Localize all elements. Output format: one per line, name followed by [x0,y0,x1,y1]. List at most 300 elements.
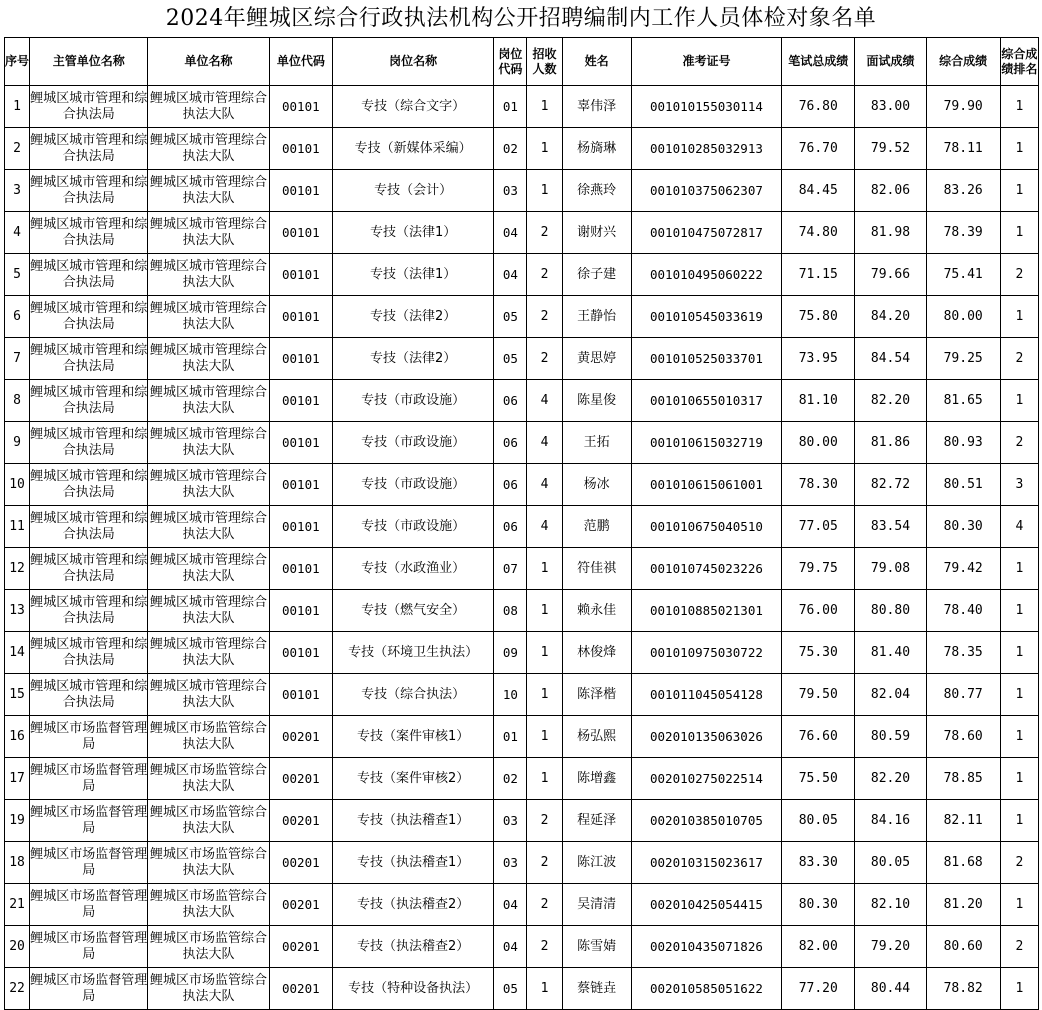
unit-cell: 鲤城区城市管理综合执法大队 [148,170,269,212]
name-cell: 陈泽楷 [562,674,631,716]
written-score-cell: 76.70 [782,128,855,170]
table-row [5,422,1039,464]
supervisor-cell: 鲤城区市场监督管理局 [30,926,148,968]
supervisor-cell: 鲤城区市场监督管理局 [30,842,148,884]
exam-id-cell: 001010745023226 [631,548,781,590]
written-score-cell: 79.50 [782,674,855,716]
header-cell: 姓名 [562,38,631,86]
seq-cell: 10 [5,464,30,506]
position-code-cell: 05 [494,968,527,1010]
interview-score-cell: 80.05 [855,842,926,884]
table-row [5,884,1039,926]
unit-code-cell: 00101 [269,422,332,464]
unit-code-cell: 00201 [269,758,332,800]
unit-code-cell: 00201 [269,716,332,758]
supervisor-cell: 鲤城区城市管理和综合执法局 [30,464,148,506]
interview-score-cell: 79.20 [855,926,926,968]
unit-cell: 鲤城区城市管理综合执法大队 [148,86,269,128]
rank-cell: 2 [1000,926,1038,968]
written-score-cell: 80.30 [782,884,855,926]
exam-id-cell: 001011045054128 [631,674,781,716]
position-code-cell: 04 [494,254,527,296]
interview-score-cell: 81.40 [855,632,926,674]
exam-id-cell: 001010655010317 [631,380,781,422]
interview-score-cell: 84.20 [855,296,926,338]
position-cell: 专技（市政设施） [332,422,493,464]
rank-cell: 1 [1000,716,1038,758]
total-score-cell: 79.42 [926,548,1000,590]
name-cell: 陈增鑫 [562,758,631,800]
written-score-cell: 76.80 [782,86,855,128]
seq-cell: 14 [5,632,30,674]
total-score-cell: 78.35 [926,632,1000,674]
interview-score-cell: 82.20 [855,380,926,422]
written-score-cell: 73.95 [782,338,855,380]
exam-id-cell: 002010425054415 [631,884,781,926]
total-score-cell: 80.93 [926,422,1000,464]
written-score-cell: 75.50 [782,758,855,800]
written-score-cell: 82.00 [782,926,855,968]
name-cell: 程延泽 [562,800,631,842]
rank-cell: 1 [1000,296,1038,338]
header-row [5,38,1039,86]
table-row [5,926,1039,968]
unit-cell: 鲤城区市场监管综合执法大队 [148,968,269,1010]
supervisor-cell: 鲤城区城市管理和综合执法局 [30,254,148,296]
position-code-cell: 06 [494,464,527,506]
written-score-cell: 71.15 [782,254,855,296]
name-cell: 徐燕玲 [562,170,631,212]
exam-id-cell: 001010495060222 [631,254,781,296]
supervisor-cell: 鲤城区城市管理和综合执法局 [30,506,148,548]
position-code-cell: 09 [494,632,527,674]
header-cell: 序号 [5,38,30,86]
name-cell: 谢财兴 [562,212,631,254]
rank-cell: 2 [1000,254,1038,296]
position-cell: 专技（法律1） [332,254,493,296]
rank-cell: 2 [1000,422,1038,464]
position-cell: 专技（法律2） [332,338,493,380]
unit-code-cell: 00101 [269,548,332,590]
written-score-cell: 75.30 [782,632,855,674]
interview-score-cell: 83.00 [855,86,926,128]
position-code-cell: 03 [494,170,527,212]
table-row [5,128,1039,170]
table-row [5,842,1039,884]
seq-cell: 15 [5,674,30,716]
rank-cell: 1 [1000,380,1038,422]
rank-cell: 1 [1000,758,1038,800]
quota-cell: 4 [527,380,562,422]
quota-cell: 2 [527,338,562,380]
rank-cell: 1 [1000,170,1038,212]
position-cell: 专技（环境卫生执法） [332,632,493,674]
interview-score-cell: 82.72 [855,464,926,506]
unit-cell: 鲤城区城市管理综合执法大队 [148,632,269,674]
header-cell: 单位代码 [269,38,332,86]
page-title: 2024年鲤城区综合行政执法机构公开招聘编制内工作人员体检对象名单 [165,6,877,31]
written-score-cell: 78.30 [782,464,855,506]
unit-cell: 鲤城区城市管理综合执法大队 [148,128,269,170]
name-cell: 王静怡 [562,296,631,338]
name-cell: 杨旖琳 [562,128,631,170]
header-cell: 综合成绩 [926,38,1000,86]
unit-code-cell: 00101 [269,506,332,548]
total-score-cell: 80.60 [926,926,1000,968]
position-code-cell: 01 [494,716,527,758]
position-cell: 专技（案件审核1） [332,716,493,758]
total-score-cell: 80.30 [926,506,1000,548]
table-row [5,86,1039,128]
header-cell: 主管单位名称 [30,38,148,86]
exam-id-cell: 001010885021301 [631,590,781,632]
seq-cell: 11 [5,506,30,548]
quota-cell: 2 [527,212,562,254]
position-code-cell: 04 [494,212,527,254]
table-row [5,296,1039,338]
total-score-cell: 80.51 [926,464,1000,506]
exam-id-cell: 001010375062307 [631,170,781,212]
quota-cell: 1 [527,758,562,800]
unit-cell: 鲤城区城市管理综合执法大队 [148,380,269,422]
total-score-cell: 80.00 [926,296,1000,338]
written-score-cell: 76.00 [782,590,855,632]
unit-code-cell: 00101 [269,170,332,212]
unit-code-cell: 00201 [269,926,332,968]
exam-id-cell: 001010615032719 [631,422,781,464]
supervisor-cell: 鲤城区城市管理和综合执法局 [30,128,148,170]
quota-cell: 2 [527,884,562,926]
position-cell: 专技（法律1） [332,212,493,254]
interview-score-cell: 81.86 [855,422,926,464]
position-cell: 专技（会计） [332,170,493,212]
seq-cell: 17 [5,758,30,800]
unit-code-cell: 00101 [269,674,332,716]
exam-id-cell: 001010675040510 [631,506,781,548]
seq-cell: 9 [5,422,30,464]
interview-score-cell: 84.16 [855,800,926,842]
rank-cell: 1 [1000,548,1038,590]
supervisor-cell: 鲤城区城市管理和综合执法局 [30,170,148,212]
unit-cell: 鲤城区城市管理综合执法大队 [148,254,269,296]
unit-cell: 鲤城区城市管理综合执法大队 [148,674,269,716]
seq-cell: 21 [5,884,30,926]
position-cell: 专技（市政设施） [332,380,493,422]
unit-cell: 鲤城区市场监管综合执法大队 [148,884,269,926]
total-score-cell: 75.41 [926,254,1000,296]
total-score-cell: 81.20 [926,884,1000,926]
interview-score-cell: 82.06 [855,170,926,212]
rank-cell: 4 [1000,506,1038,548]
name-cell: 陈江波 [562,842,631,884]
unit-code-cell: 00201 [269,884,332,926]
position-code-cell: 03 [494,842,527,884]
written-score-cell: 74.80 [782,212,855,254]
name-cell: 赖永佳 [562,590,631,632]
total-score-cell: 83.26 [926,170,1000,212]
position-cell: 专技（新媒体采编） [332,128,493,170]
interview-score-cell: 80.59 [855,716,926,758]
supervisor-cell: 鲤城区城市管理和综合执法局 [30,590,148,632]
position-code-cell: 05 [494,338,527,380]
table-row [5,968,1039,1010]
total-score-cell: 78.85 [926,758,1000,800]
position-code-cell: 02 [494,758,527,800]
rank-cell: 1 [1000,212,1038,254]
table-row [5,674,1039,716]
unit-code-cell: 00101 [269,128,332,170]
name-cell: 王拓 [562,422,631,464]
unit-cell: 鲤城区市场监管综合执法大队 [148,926,269,968]
unit-cell: 鲤城区市场监管综合执法大队 [148,758,269,800]
position-code-cell: 04 [494,884,527,926]
written-score-cell: 77.05 [782,506,855,548]
supervisor-cell: 鲤城区市场监督管理局 [30,716,148,758]
table-row [5,212,1039,254]
seq-cell: 12 [5,548,30,590]
interview-score-cell: 80.44 [855,968,926,1010]
position-cell: 专技（执法稽查1） [332,800,493,842]
supervisor-cell: 鲤城区城市管理和综合执法局 [30,674,148,716]
seq-cell: 3 [5,170,30,212]
total-score-cell: 78.39 [926,212,1000,254]
quota-cell: 2 [527,842,562,884]
exam-id-cell: 001010155030114 [631,86,781,128]
name-cell: 林俊烽 [562,632,631,674]
position-cell: 专技（案件审核2） [332,758,493,800]
supervisor-cell: 鲤城区市场监督管理局 [30,800,148,842]
written-score-cell: 83.30 [782,842,855,884]
name-cell: 黄思婷 [562,338,631,380]
exam-id-cell: 002010315023617 [631,842,781,884]
unit-cell: 鲤城区市场监管综合执法大队 [148,716,269,758]
table-row [5,170,1039,212]
supervisor-cell: 鲤城区市场监督管理局 [30,758,148,800]
interview-score-cell: 84.54 [855,338,926,380]
seq-cell: 20 [5,926,30,968]
written-score-cell: 84.45 [782,170,855,212]
written-score-cell: 77.20 [782,968,855,1010]
total-score-cell: 78.82 [926,968,1000,1010]
header-cell: 岗位代码 [494,38,527,86]
position-cell: 专技（法律2） [332,296,493,338]
quota-cell: 1 [527,968,562,1010]
quota-cell: 2 [527,926,562,968]
unit-code-cell: 00201 [269,968,332,1010]
total-score-cell: 81.68 [926,842,1000,884]
exam-id-cell: 001010525033701 [631,338,781,380]
table-row [5,254,1039,296]
unit-code-cell: 00201 [269,842,332,884]
position-code-cell: 03 [494,800,527,842]
candidate-table [4,37,1039,1010]
position-cell: 专技（执法稽查2） [332,884,493,926]
supervisor-cell: 鲤城区城市管理和综合执法局 [30,380,148,422]
rank-cell: 1 [1000,968,1038,1010]
total-score-cell: 81.65 [926,380,1000,422]
seq-cell: 19 [5,800,30,842]
total-score-cell: 78.11 [926,128,1000,170]
position-code-cell: 06 [494,422,527,464]
position-cell: 专技（特种设备执法） [332,968,493,1010]
seq-cell: 16 [5,716,30,758]
quota-cell: 1 [527,548,562,590]
header-cell: 综合成绩排名 [1000,38,1038,86]
rank-cell: 1 [1000,674,1038,716]
position-cell: 专技（执法稽查2） [332,926,493,968]
rank-cell: 2 [1000,842,1038,884]
exam-id-cell: 001010615061001 [631,464,781,506]
position-code-cell: 07 [494,548,527,590]
interview-score-cell: 81.98 [855,212,926,254]
position-code-cell: 01 [494,86,527,128]
seq-cell: 13 [5,590,30,632]
quota-cell: 4 [527,422,562,464]
supervisor-cell: 鲤城区城市管理和综合执法局 [30,338,148,380]
quota-cell: 1 [527,716,562,758]
total-score-cell: 78.60 [926,716,1000,758]
position-code-cell: 10 [494,674,527,716]
seq-cell: 7 [5,338,30,380]
position-cell: 专技（燃气安全） [332,590,493,632]
unit-cell: 鲤城区市场监管综合执法大队 [148,800,269,842]
unit-code-cell: 00101 [269,380,332,422]
quota-cell: 1 [527,86,562,128]
table-row [5,464,1039,506]
quota-cell: 2 [527,296,562,338]
position-cell: 专技（综合执法） [332,674,493,716]
unit-cell: 鲤城区城市管理综合执法大队 [148,506,269,548]
rank-cell: 1 [1000,128,1038,170]
position-code-cell: 08 [494,590,527,632]
position-cell: 专技（市政设施） [332,506,493,548]
table-row [5,338,1039,380]
supervisor-cell: 鲤城区城市管理和综合执法局 [30,548,148,590]
interview-score-cell: 79.08 [855,548,926,590]
exam-id-cell: 001010545033619 [631,296,781,338]
name-cell: 吴清清 [562,884,631,926]
table-row [5,800,1039,842]
name-cell: 徐子建 [562,254,631,296]
quota-cell: 4 [527,506,562,548]
rank-cell: 1 [1000,884,1038,926]
name-cell: 杨弘熙 [562,716,631,758]
position-code-cell: 06 [494,380,527,422]
rank-cell: 2 [1000,338,1038,380]
unit-cell: 鲤城区城市管理综合执法大队 [148,422,269,464]
table-row [5,506,1039,548]
unit-code-cell: 00101 [269,254,332,296]
quota-cell: 1 [527,632,562,674]
name-cell: 范鹏 [562,506,631,548]
table-row [5,632,1039,674]
exam-id-cell: 001010285032913 [631,128,781,170]
exam-id-cell: 002010435071826 [631,926,781,968]
unit-code-cell: 00101 [269,296,332,338]
exam-id-cell: 002010385010705 [631,800,781,842]
seq-cell: 6 [5,296,30,338]
written-score-cell: 80.05 [782,800,855,842]
exam-id-cell: 001010975030722 [631,632,781,674]
seq-cell: 18 [5,842,30,884]
exam-id-cell: 002010585051622 [631,968,781,1010]
total-score-cell: 80.77 [926,674,1000,716]
exam-id-cell: 001010475072817 [631,212,781,254]
unit-code-cell: 00101 [269,464,332,506]
unit-code-cell: 00101 [269,86,332,128]
written-score-cell: 75.80 [782,296,855,338]
exam-id-cell: 002010135063026 [631,716,781,758]
name-cell: 蔡链垚 [562,968,631,1010]
position-code-cell: 02 [494,128,527,170]
supervisor-cell: 鲤城区城市管理和综合执法局 [30,212,148,254]
quota-cell: 2 [527,800,562,842]
written-score-cell: 76.60 [782,716,855,758]
total-score-cell: 82.11 [926,800,1000,842]
position-cell: 专技（执法稽查1） [332,842,493,884]
position-cell: 专技（水政渔业） [332,548,493,590]
unit-code-cell: 00101 [269,590,332,632]
quota-cell: 1 [527,128,562,170]
position-code-cell: 06 [494,506,527,548]
interview-score-cell: 79.52 [855,128,926,170]
seq-cell: 2 [5,128,30,170]
rank-cell: 1 [1000,86,1038,128]
position-cell: 专技（综合文字） [332,86,493,128]
unit-cell: 鲤城区城市管理综合执法大队 [148,548,269,590]
exam-id-cell: 002010275022514 [631,758,781,800]
seq-cell: 4 [5,212,30,254]
header-cell: 单位名称 [148,38,269,86]
supervisor-cell: 鲤城区城市管理和综合执法局 [30,422,148,464]
quota-cell: 2 [527,254,562,296]
unit-cell: 鲤城区城市管理综合执法大队 [148,338,269,380]
seq-cell: 22 [5,968,30,1010]
table-row [5,548,1039,590]
unit-cell: 鲤城区市场监管综合执法大队 [148,842,269,884]
name-cell: 陈星俊 [562,380,631,422]
supervisor-cell: 鲤城区城市管理和综合执法局 [30,86,148,128]
position-code-cell: 05 [494,296,527,338]
quota-cell: 1 [527,674,562,716]
seq-cell: 1 [5,86,30,128]
supervisor-cell: 鲤城区市场监督管理局 [30,884,148,926]
position-cell: 专技（市政设施） [332,464,493,506]
interview-score-cell: 82.10 [855,884,926,926]
rank-cell: 1 [1000,590,1038,632]
quota-cell: 1 [527,590,562,632]
table-row [5,758,1039,800]
name-cell: 陈雪婧 [562,926,631,968]
interview-score-cell: 80.80 [855,590,926,632]
quota-cell: 4 [527,464,562,506]
written-score-cell: 81.10 [782,380,855,422]
unit-cell: 鲤城区城市管理综合执法大队 [148,464,269,506]
position-code-cell: 04 [494,926,527,968]
unit-code-cell: 00101 [269,632,332,674]
table-row [5,590,1039,632]
unit-code-cell: 00101 [269,212,332,254]
interview-score-cell: 79.66 [855,254,926,296]
rank-cell: 1 [1000,800,1038,842]
name-cell: 杨冰 [562,464,631,506]
written-score-cell: 80.00 [782,422,855,464]
quota-cell: 1 [527,170,562,212]
interview-score-cell: 82.20 [855,758,926,800]
interview-score-cell: 83.54 [855,506,926,548]
supervisor-cell: 鲤城区市场监督管理局 [30,968,148,1010]
interview-score-cell: 82.04 [855,674,926,716]
